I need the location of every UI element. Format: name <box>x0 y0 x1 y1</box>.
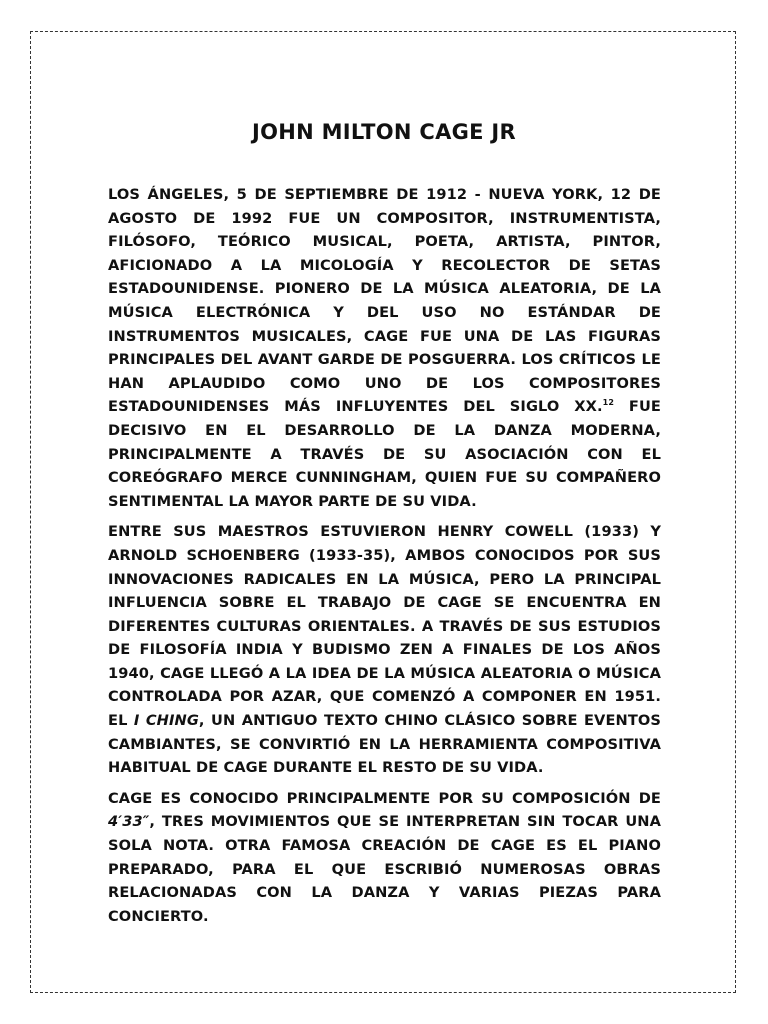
footnote-reference[interactable]: 12 <box>602 398 614 408</box>
paragraph-lead-line: LOS ÁNGELES, 5 DE SEPTIEMBRE DE 1912 - NUEVA YORK, 12 DE <box>108 186 661 203</box>
paragraph-text: FUE DECISIVO EN EL DESARROLLO DE LA DANZA MODERNA, PRINCIPALMENTE A TRAVÉS DE SU ASOCIACIÓN CON EL COREÓGRAFO MERCE CUNNINGHAM, QUIEN FUE SU COMPAÑERO SENTIMENTAL LA MAYOR PARTE DE SU VIDA. <box>108 398 661 510</box>
document-title: JOHN MILTON CAGE JR <box>251 120 517 145</box>
paragraph-text: AGOSTO DE 1992 FUE UN COMPOSITOR, INSTRUMENTISTA, FILÓSOFO, TEÓRICO MUSICAL, POETA, ARTISTA, PINTOR, AFICIONADO A LA MICOLOGÍA Y RECOLECTOR DE SETAS ESTADOUNIDENSE. PIONERO DE LA MÚSICA ALEATORIA, DE LA MÚSICA ELECTRÓNICA Y DEL USO NO ESTÁNDAR DE INSTRUMENTOS MUSICALES, CAGE FUE UNA DE LAS FIGURAS PRINCIPALES DEL AVANT GARDE DE POSGUERRA. LOS CRÍTICOS LE HAN APLAUDIDO COMO UNO DE LOS COMPOSITORES ESTADOUNIDENSES MÁS INFLUYENTES DEL SIGLO XX. <box>108 209 661 416</box>
paragraph-influences <box>108 520 661 780</box>
paragraph-text: CAGE ES CONOCIDO PRINCIPALMENTE POR SU COMPOSICIÓN DE <box>108 789 661 807</box>
paragraph-works <box>108 787 661 929</box>
paragraph-biography <box>108 183 661 513</box>
document-body <box>108 183 661 935</box>
italic-work-title: I CHING <box>133 712 199 730</box>
paragraph-text: , UN ANTIGUO TEXTO CHINO CLÁSICO SOBRE EVENTOS CAMBIANTES, SE CONVIRTIÓ EN LA HERRAMIENTA COMPOSITIVA HABITUAL DE CAGE DURANTE EL RESTO DE SU VIDA. <box>108 712 661 777</box>
italic-work-title: 4′33″ <box>108 813 150 831</box>
paragraph-text: ENTRE SUS MAESTROS ESTUVIERON HENRY COWELL (1933) Y ARNOLD SCHOENBERG (1933-35), AMBOS CONOCIDOS POR SUS INNOVACIONES RADICALES EN LA MÚSICA, PERO LA PRINCIPAL INFLUENCIA SOBRE EL TRABAJO DE CAGE SE ENCUENTRA EN DIFERENTES CULTURAS ORIENTALES. A TRAVÉS DE SUS ESTUDIOS DE FILOSOFÍA INDIA Y BUDISMO ZEN A FINALES DE LOS AÑOS 1940, CAGE LLEGÓ A LA IDEA DE LA MÚSICA ALEATORIA O MÚSICA CONTROLADA POR AZAR, QUE COMENZÓ A COMPONER EN 1951. EL <box>108 523 661 730</box>
paragraph-text: , TRES MOVIMIENTOS QUE SE INTERPRETAN SIN TOCAR UNA SOLA NOTA. OTRA FAMOSA CREACIÓN DE CAGE ES EL PIANO PREPARADO, PARA EL QUE ESCRIBIÓ NUMEROSAS OBRAS RELACIONADAS CON LA DANZA Y VARIAS PIEZAS PARA CONCIERTO. <box>108 813 661 925</box>
